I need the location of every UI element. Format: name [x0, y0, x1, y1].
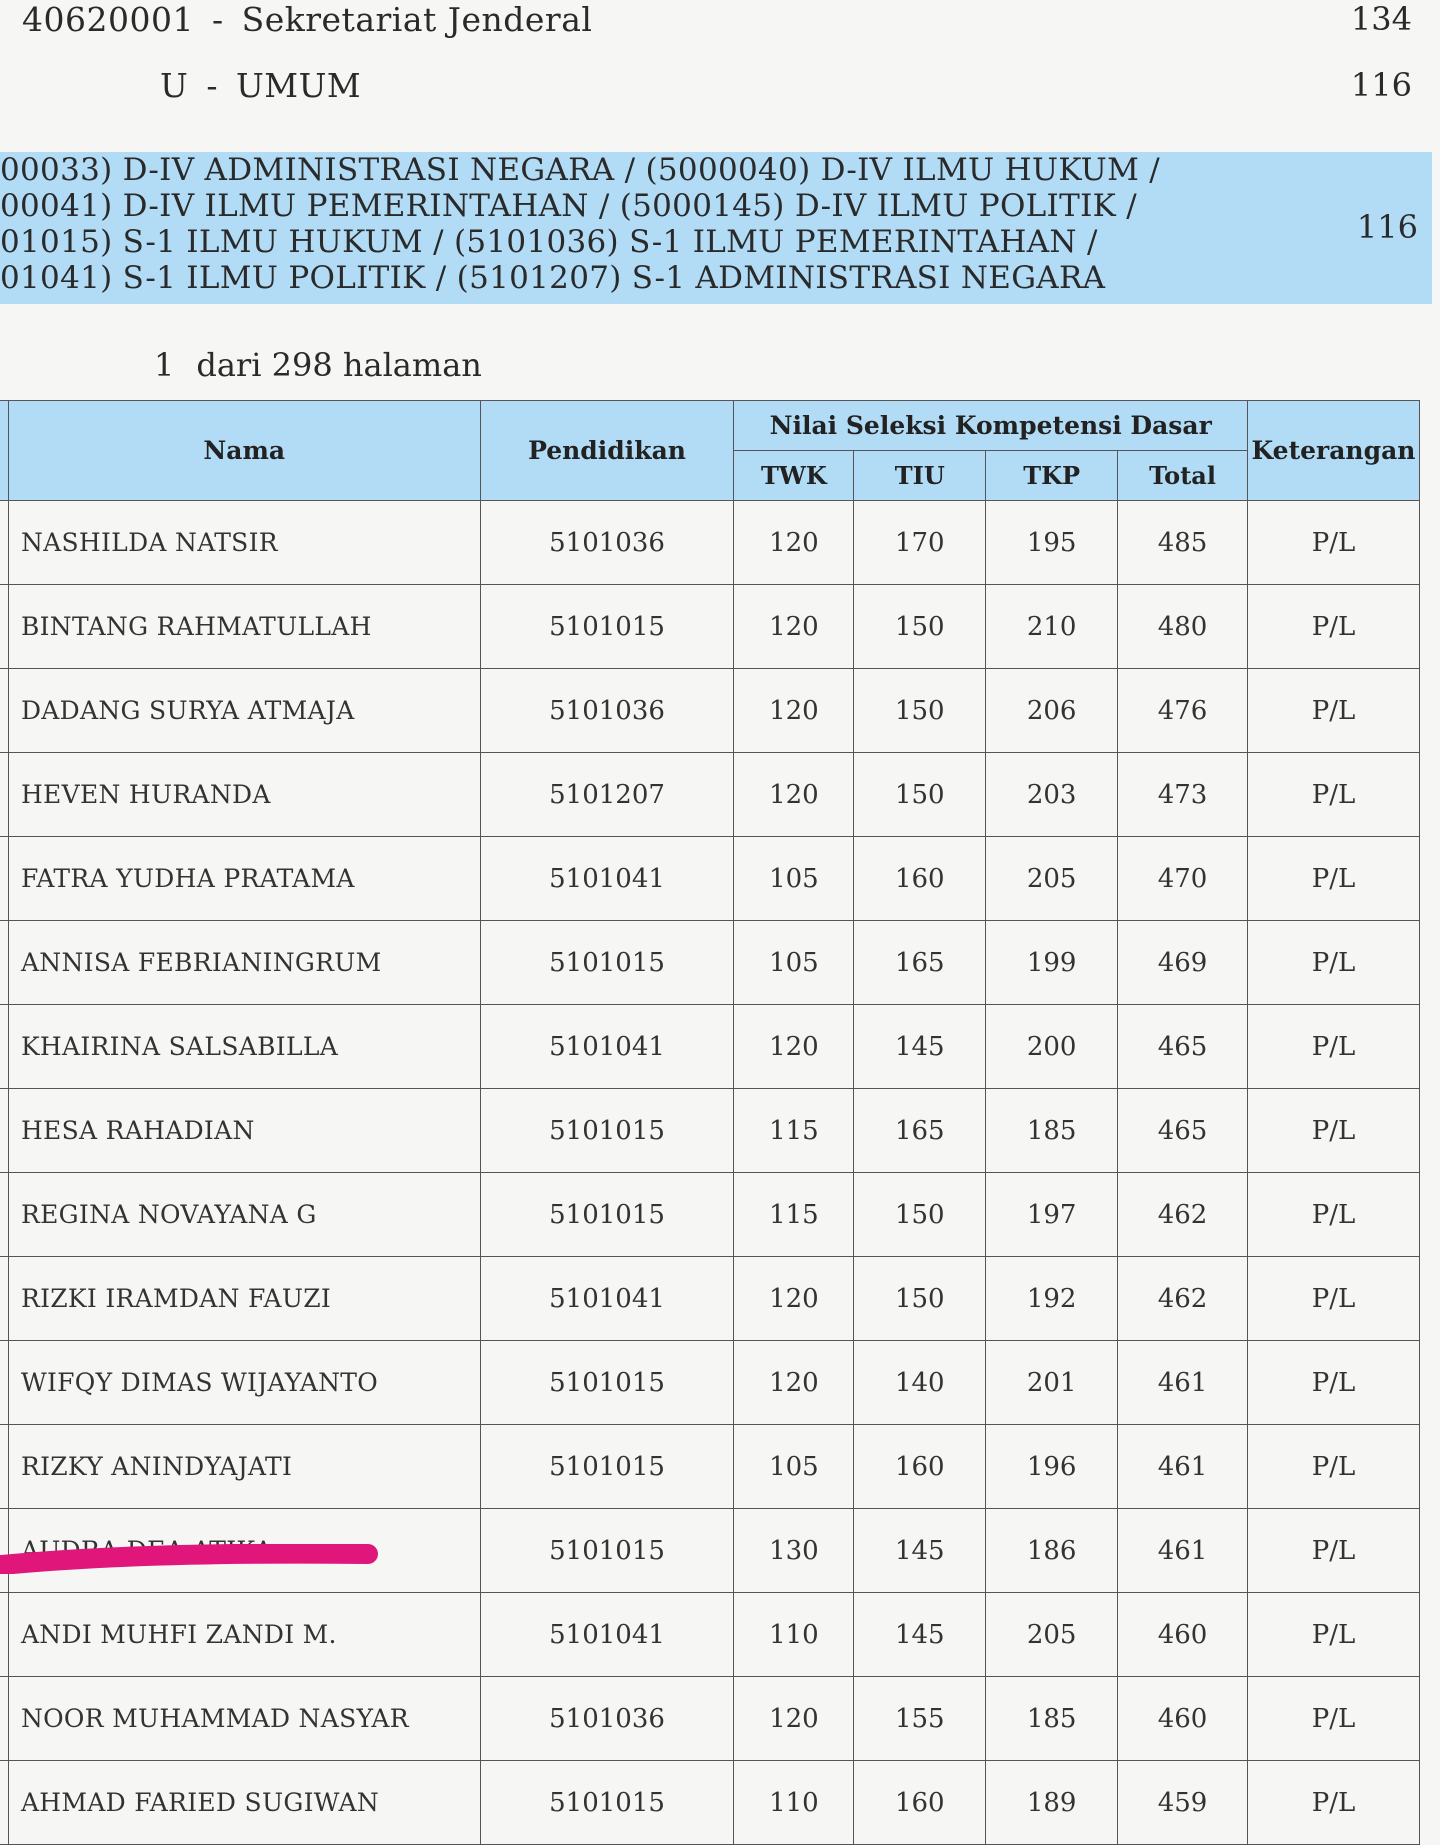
twk-cell: 120: [734, 1677, 854, 1761]
index-header: [0, 401, 8, 501]
skd-group-header: Nilai Seleksi Kompetensi Dasar: [734, 401, 1248, 451]
jenis-count: 116: [1350, 66, 1412, 104]
table-row: [0, 1089, 1420, 1173]
keterangan-cell: P/L: [1247, 921, 1419, 1005]
nama-cell: NOOR MUHAMMAD NASYAR: [8, 1677, 480, 1761]
twk-cell: 110: [734, 1593, 854, 1677]
tkp-cell: 206: [986, 669, 1118, 753]
index-cell: [0, 1341, 8, 1425]
pendidikan-cell: 5101036: [480, 669, 734, 753]
nama-cell: REGINA NOVAYANA G: [8, 1173, 480, 1257]
table-row: [0, 669, 1420, 753]
twk-cell: 120: [734, 1005, 854, 1089]
nama-cell: NASHILDA NATSIR: [8, 501, 480, 585]
table-row: [0, 1173, 1420, 1257]
tkp-cell: 185: [986, 1089, 1118, 1173]
tiu-cell: 150: [854, 1257, 986, 1341]
tkp-cell: 186: [986, 1509, 1118, 1593]
table-row: [0, 501, 1420, 585]
twk-cell: 120: [734, 585, 854, 669]
twk-cell: 110: [734, 1761, 854, 1845]
tiu-cell: 150: [854, 669, 986, 753]
table-row: [0, 921, 1420, 1005]
page-total-text: dari 298 halaman: [196, 346, 482, 384]
tkp-cell: 205: [986, 837, 1118, 921]
tiu-cell: 150: [854, 1173, 986, 1257]
page-indicator: [154, 346, 482, 384]
keterangan-cell: P/L: [1247, 501, 1419, 585]
pendidikan-cell: 5101036: [480, 1677, 734, 1761]
table-row: [0, 1677, 1420, 1761]
table-row: [0, 1257, 1420, 1341]
table-row: [0, 837, 1420, 921]
table-row: [0, 1509, 1420, 1593]
formasi-line: 01015) S-1 ILMU HUKUM / (5101036) S-1 ILMU PEMERINTAHAN /: [0, 224, 1098, 260]
pendidikan-cell: 5101036: [480, 501, 734, 585]
twk-cell: 115: [734, 1173, 854, 1257]
tkp-header: TKP: [986, 451, 1118, 501]
total-cell: 476: [1118, 669, 1248, 753]
total-cell: 462: [1118, 1257, 1248, 1341]
tiu-cell: 170: [854, 501, 986, 585]
nama-cell: RIZKY ANINDYAJATI: [8, 1425, 480, 1509]
formasi-count: 116: [1356, 208, 1418, 246]
keterangan-cell: P/L: [1247, 1341, 1419, 1425]
twk-cell: 105: [734, 837, 854, 921]
jenis-code: U: [160, 66, 189, 105]
total-cell: 485: [1118, 501, 1248, 585]
index-cell: [0, 1677, 8, 1761]
index-cell: [0, 1005, 8, 1089]
total-cell: 465: [1118, 1089, 1248, 1173]
nama-cell: FATRA YUDHA PRATAMA: [8, 837, 480, 921]
pendidikan-cell: 5101015: [480, 585, 734, 669]
index-cell: [0, 1761, 8, 1845]
total-header: Total: [1118, 451, 1248, 501]
tkp-cell: 197: [986, 1173, 1118, 1257]
twk-cell: 120: [734, 1257, 854, 1341]
formasi-line: 00033) D-IV ADMINISTRASI NEGARA / (5000040) D-IV ILMU HUKUM /: [0, 152, 1161, 188]
table-row: [0, 1005, 1420, 1089]
nama-cell: RIZKI IRAMDAN FAUZI: [8, 1257, 480, 1341]
index-cell: [0, 1509, 8, 1593]
keterangan-cell: P/L: [1247, 1257, 1419, 1341]
tkp-cell: 205: [986, 1593, 1118, 1677]
jenis-name: UMUM: [235, 66, 362, 105]
page-number: 1: [154, 346, 175, 384]
table-row: [0, 585, 1420, 669]
nama-cell: HEVEN HURANDA: [8, 753, 480, 837]
keterangan-cell: P/L: [1247, 1677, 1419, 1761]
formasi-line: 01041) S-1 ILMU POLITIK / (5101207) S-1 ADMINISTRASI NEGARA: [0, 260, 1106, 296]
formasi-line: 00041) D-IV ILMU PEMERINTAHAN / (5000145) D-IV ILMU POLITIK /: [0, 188, 1137, 224]
total-cell: 470: [1118, 837, 1248, 921]
total-cell: 480: [1118, 585, 1248, 669]
total-cell: 462: [1118, 1173, 1248, 1257]
tiu-cell: 160: [854, 1761, 986, 1845]
keterangan-cell: P/L: [1247, 1173, 1419, 1257]
nama-cell: HESA RAHADIAN: [8, 1089, 480, 1173]
index-cell: [0, 501, 8, 585]
tiu-cell: 145: [854, 1509, 986, 1593]
tkp-cell: 200: [986, 1005, 1118, 1089]
tkp-cell: 203: [986, 753, 1118, 837]
index-cell: [0, 1425, 8, 1509]
total-cell: 460: [1118, 1677, 1248, 1761]
total-cell: 459: [1118, 1761, 1248, 1845]
nama-cell: ANNISA FEBRIANINGRUM: [8, 921, 480, 1005]
results-table: [0, 400, 1420, 1845]
separator: -: [206, 66, 218, 105]
pendidikan-cell: 5101041: [480, 837, 734, 921]
pendidikan-cell: 5101015: [480, 1425, 734, 1509]
tiu-cell: 165: [854, 1089, 986, 1173]
nama-cell: BINTANG RAHMATULLAH: [8, 585, 480, 669]
unit-code: 40620001: [22, 0, 194, 39]
keterangan-cell: P/L: [1247, 1593, 1419, 1677]
unit-line: [22, 0, 592, 39]
pendidikan-cell: 5101041: [480, 1005, 734, 1089]
tiu-cell: 150: [854, 753, 986, 837]
tiu-cell: 150: [854, 585, 986, 669]
separator: -: [211, 0, 224, 39]
tiu-cell: 160: [854, 837, 986, 921]
nama-cell: WIFQY DIMAS WIJAYANTO: [8, 1341, 480, 1425]
keterangan-cell: P/L: [1247, 585, 1419, 669]
keterangan-cell: P/L: [1247, 1089, 1419, 1173]
tiu-cell: 160: [854, 1425, 986, 1509]
pendidikan-cell: 5101015: [480, 1509, 734, 1593]
tiu-cell: 145: [854, 1593, 986, 1677]
keterangan-cell: P/L: [1247, 1761, 1419, 1845]
nama-cell: KHAIRINA SALSABILLA: [8, 1005, 480, 1089]
nama-cell: AHMAD FARIED SUGIWAN: [8, 1761, 480, 1845]
index-cell: [0, 753, 8, 837]
nama-cell: AUDRA DEA ATIKA: [8, 1509, 480, 1593]
tkp-cell: 196: [986, 1425, 1118, 1509]
tkp-cell: 210: [986, 585, 1118, 669]
keterangan-cell: P/L: [1247, 1005, 1419, 1089]
pendidikan-cell: 5101015: [480, 1089, 734, 1173]
pendidikan-cell: 5101041: [480, 1593, 734, 1677]
index-cell: [0, 669, 8, 753]
keterangan-cell: P/L: [1247, 753, 1419, 837]
twk-cell: 120: [734, 1341, 854, 1425]
total-cell: 461: [1118, 1425, 1248, 1509]
pendidikan-cell: 5101207: [480, 753, 734, 837]
unit-count: 134: [1350, 0, 1412, 38]
formasi-block: [0, 152, 1432, 304]
table-row: [0, 1593, 1420, 1677]
jenis-line: [160, 66, 361, 105]
nama-cell: DADANG SURYA ATMAJA: [8, 669, 480, 753]
pendidikan-cell: 5101015: [480, 921, 734, 1005]
nama-cell: ANDI MUHFI ZANDI M.: [8, 1593, 480, 1677]
index-cell: [0, 921, 8, 1005]
keterangan-cell: P/L: [1247, 1509, 1419, 1593]
total-cell: 473: [1118, 753, 1248, 837]
keterangan-cell: P/L: [1247, 837, 1419, 921]
table-row: [0, 1341, 1420, 1425]
total-cell: 460: [1118, 1593, 1248, 1677]
twk-cell: 120: [734, 501, 854, 585]
index-cell: [0, 1257, 8, 1341]
pendidikan-cell: 5101015: [480, 1761, 734, 1845]
tiu-cell: 140: [854, 1341, 986, 1425]
pendidikan-header: Pendidikan: [480, 401, 734, 501]
index-cell: [0, 837, 8, 921]
tkp-cell: 189: [986, 1761, 1118, 1845]
twk-cell: 105: [734, 1425, 854, 1509]
nama-header: Nama: [8, 401, 480, 501]
tkp-cell: 201: [986, 1341, 1118, 1425]
tkp-cell: 192: [986, 1257, 1118, 1341]
pendidikan-cell: 5101015: [480, 1173, 734, 1257]
table-row: [0, 1761, 1420, 1845]
twk-cell: 120: [734, 669, 854, 753]
index-cell: [0, 585, 8, 669]
index-cell: [0, 1173, 8, 1257]
total-cell: 461: [1118, 1509, 1248, 1593]
table-row: [0, 753, 1420, 837]
tiu-cell: 145: [854, 1005, 986, 1089]
twk-cell: 120: [734, 753, 854, 837]
unit-name: Sekretariat Jenderal: [241, 0, 593, 39]
tiu-header: TIU: [854, 451, 986, 501]
pendidikan-cell: 5101015: [480, 1341, 734, 1425]
total-cell: 461: [1118, 1341, 1248, 1425]
total-cell: 469: [1118, 921, 1248, 1005]
index-cell: [0, 1593, 8, 1677]
index-cell: [0, 1089, 8, 1173]
total-cell: 465: [1118, 1005, 1248, 1089]
keterangan-cell: P/L: [1247, 1425, 1419, 1509]
pendidikan-cell: 5101041: [480, 1257, 734, 1341]
tiu-cell: 165: [854, 921, 986, 1005]
keterangan-cell: P/L: [1247, 669, 1419, 753]
tkp-cell: 185: [986, 1677, 1118, 1761]
twk-cell: 130: [734, 1509, 854, 1593]
twk-header: TWK: [734, 451, 854, 501]
twk-cell: 115: [734, 1089, 854, 1173]
tkp-cell: 199: [986, 921, 1118, 1005]
tiu-cell: 155: [854, 1677, 986, 1761]
keterangan-header: Keterangan: [1247, 401, 1419, 501]
table-row: [0, 1425, 1420, 1509]
twk-cell: 105: [734, 921, 854, 1005]
tkp-cell: 195: [986, 501, 1118, 585]
